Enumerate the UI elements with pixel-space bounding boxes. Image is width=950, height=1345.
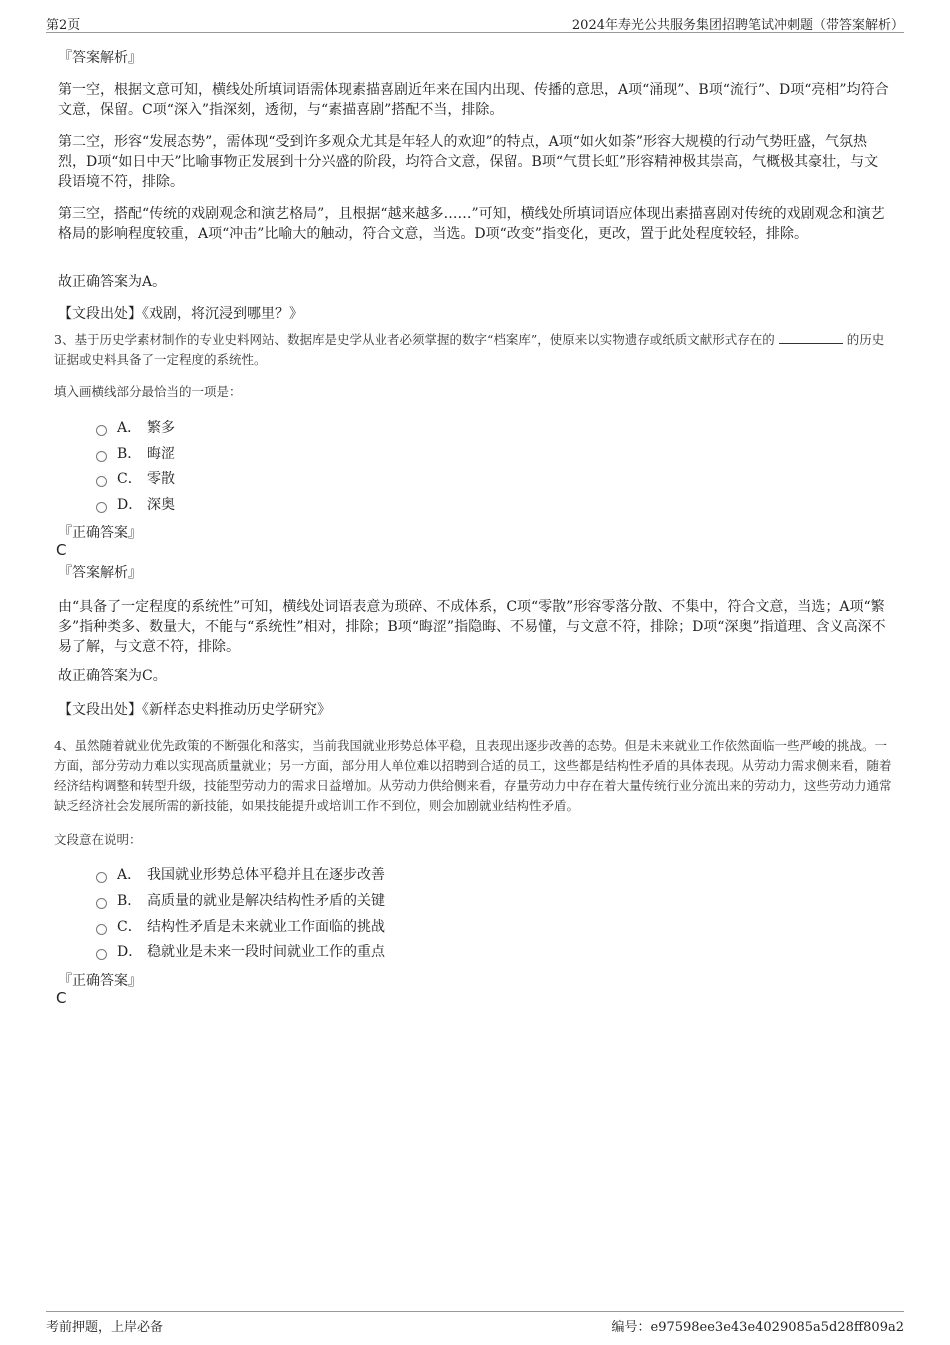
- option-text: 晦涩: [147, 446, 175, 462]
- option-letter: D．: [117, 497, 143, 513]
- option-text: 稳就业是未来一段时间就业工作的重点: [147, 944, 385, 960]
- source-label: 【文段出处】: [58, 702, 142, 718]
- source-title: 《戏剧，将沉浸到哪里？》: [142, 306, 303, 322]
- radio-icon[interactable]: [96, 949, 107, 960]
- option-letter: B．: [117, 893, 142, 909]
- analysis-paragraph-3: 第三空，搭配“传统的戏剧观念和演艺格局”，且根据“越来越多……”可知，横线处所填词语应体现出素描喜剧对传统的戏剧观念和演艺格局的影响程度较重，A项“冲击”比喻大的触动，符合文意，当选。D项“改变”指变化，更改，置于此处程度较轻，排除。: [58, 206, 885, 242]
- option-letter: C．: [117, 471, 142, 487]
- page-number: 第2页: [46, 18, 81, 33]
- radio-icon[interactable]: [96, 924, 107, 935]
- radio-icon[interactable]: [96, 872, 107, 883]
- q3-source-line: [58, 700, 892, 720]
- correct-answer: C: [56, 989, 67, 1007]
- q4-option-d[interactable]: [96, 942, 385, 962]
- analysis-paragraph-1: 第一空，根据文意可知，横线处所填词语需体现素描喜剧近年来在国内出现、传播的意思，A项“涌现”、B项“流行”、D项“亮相”均符合文意，保留。C项“深入”指深刻，透彻，与“素描喜剧”搭配不当，排除。: [58, 82, 889, 118]
- correct-answer-label: 『正确答案』: [58, 973, 142, 989]
- question-4-stem: 4、虽然随着就业优先政策的不断强化和落实，当前我国就业形势总体平稳，且表现出逐步改善的态势。但是未来就业工作依然面临一些严峻的挑战。一方面，部分劳动力难以实现高质量就业；另一方面，部分用人单位难以招聘到合适的员工，这些都是结构性矛盾的具体表现。从劳动力需求侧来看，随着经济结构调整和转型升级，技能型劳动力的需求日益增加。从劳动力供给侧来看，存量劳动力中存在着大量传统行业分流出来的劳动力，这些劳动力通常缺乏经济社会发展所需的新技能，如果技能提升或培训工作不到位，则会加剧就业结构性矛盾。: [54, 738, 892, 813]
- option-text: 繁多: [147, 420, 175, 436]
- analysis-label: 『答案解析』: [58, 565, 142, 581]
- q3-conclusion: 故正确答案为C。: [58, 668, 167, 684]
- document-title: 2024年寿光公共服务集团招聘笔试冲刺题（带答案解析）: [571, 18, 904, 33]
- option-letter: B．: [117, 446, 142, 462]
- radio-icon[interactable]: [96, 451, 107, 462]
- option-letter: D．: [117, 944, 143, 960]
- question-3-prompt: 填入画横线部分最恰当的一项是：: [54, 384, 242, 399]
- analysis-paragraph-2: 第二空，形容“发展态势”，需体现“受到许多观众尤其是年轻人的欢迎”的特点，A项“如火如荼”形容大规模的行动气势旺盛，气氛热烈，D项“如日中天”比喻事物正发展到十分兴盛的阶段，均符合文意，保留。B项“气贯长虹”形容精神极其崇高，气概极其豪壮，与文段语境不符，排除。: [58, 134, 879, 190]
- q4-option-a[interactable]: [96, 865, 385, 885]
- correct-answer-label: 『正确答案』: [58, 525, 142, 541]
- fill-blank: [779, 331, 843, 344]
- option-letter: C．: [117, 919, 142, 935]
- radio-icon[interactable]: [96, 476, 107, 487]
- q4-option-c[interactable]: [96, 917, 385, 937]
- conclusion: 故正确答案为A。: [58, 274, 167, 290]
- radio-icon[interactable]: [96, 898, 107, 909]
- q3-analysis: 由“具备了一定程度的系统性”可知，横线处词语表意为琐碎、不成体系，C项“零散”形容零落分散、不集中，符合文意，当选；A项“繁多”指种类多、数量大，不能与“系统性”相对，排除；B项“晦涩”指隐晦、不易懂，与文意不符，排除；D项“深奥”指道理、含义高深不易了解，与文意不符，排除。: [58, 599, 886, 655]
- option-text: 零散: [147, 471, 175, 487]
- source-label: 【文段出处】: [58, 306, 142, 322]
- radio-icon[interactable]: [96, 502, 107, 513]
- question-4-prompt: 文段意在说明：: [54, 832, 142, 847]
- document-code: 编号：e97598ee3e43e4029085a5d28ff809a2: [611, 1320, 904, 1335]
- q4-option-b[interactable]: [96, 891, 385, 911]
- q3-option-a[interactable]: [96, 418, 175, 438]
- q3-option-c[interactable]: [96, 469, 175, 489]
- analysis-label: 『答案解析』: [58, 50, 142, 66]
- question-3-stem-a: 3、基于历史学素材制作的专业史料网站、数据库是史学从业者必须掌握的数字“档案库”，使原来以实物遗存或纸质文献形式存在的: [54, 332, 775, 347]
- option-text: 我国就业形势总体平稳并且在逐步改善: [147, 867, 385, 883]
- option-text: 深奥: [147, 497, 175, 513]
- q3-option-d[interactable]: [96, 495, 175, 515]
- q3-option-b[interactable]: [96, 444, 175, 464]
- option-letter: A．: [117, 420, 142, 436]
- option-letter: A．: [117, 867, 142, 883]
- footer-slogan: 考前押题，上岸必备: [46, 1320, 164, 1335]
- source-line: [58, 304, 892, 324]
- source-title: 《新样态史料推动历史学研究》: [142, 702, 331, 718]
- question-3-stem: [54, 330, 896, 370]
- question-3-stem-b: 的历史证据或史料具备了一定程度的系统性。: [54, 332, 885, 367]
- option-text: 结构性矛盾是未来就业工作面临的挑战: [147, 919, 385, 935]
- radio-icon[interactable]: [96, 425, 107, 436]
- option-text: 高质量的就业是解决结构性矛盾的关键: [147, 893, 385, 909]
- page-header: [46, 12, 904, 33]
- correct-answer: C: [56, 541, 67, 559]
- page-footer: [46, 1311, 904, 1338]
